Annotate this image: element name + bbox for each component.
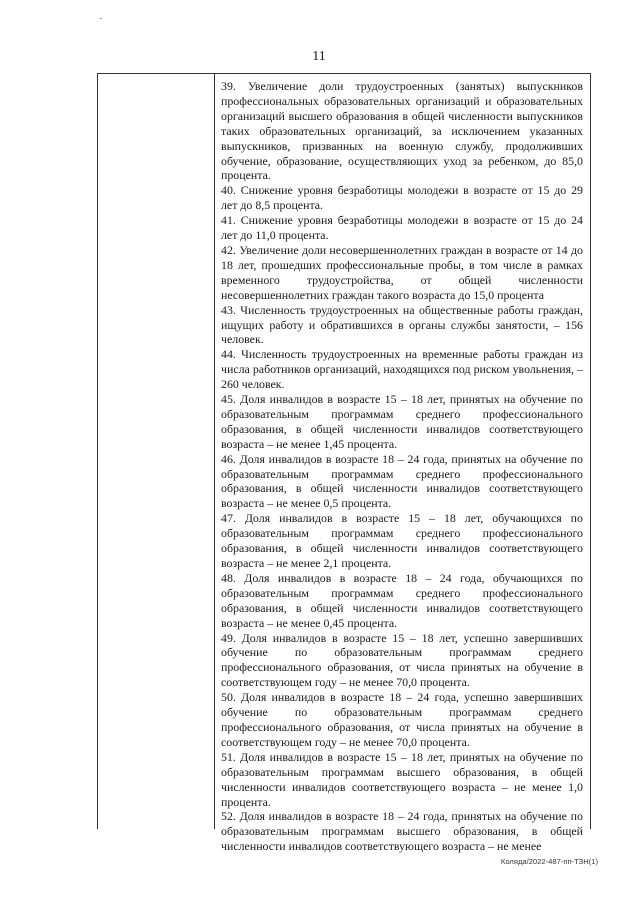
- list-item: 43. Численность трудоустроенных на общественные работы граждан, ищущих работу и обратившихся в органы службы занятости, – 156 человек.: [221, 302, 583, 347]
- table-right-column: [215, 74, 590, 854]
- page-number: 11: [312, 49, 326, 64]
- list-item: 47. Доля инвалидов в возрасте 15 – 18 лет, обучающихся по образовательным программам среднего профессионального образования, в общей численности инвалидов соответствующего возраста – не менее 2,1 процента.: [221, 511, 583, 570]
- list-item: 52. Доля инвалидов в возрасте 18 – 24 года, принятых на обучение по образовательным программам высшего образования, в общей численности инвалидов соответствующего возраста – не менее: [221, 809, 583, 854]
- list-item: 45. Доля инвалидов в возрасте 15 – 18 лет, принятых на обучение по образовательным программам среднего профессионального образования, в общей численности инвалидов соответствующего возраста – не менее 1,45 процента.: [221, 392, 583, 451]
- scan-mark: [100, 18, 102, 19]
- list-item: 44. Численность трудоустроенных на временные работы граждан из числа работников организаций, находящихся под риском увольнения, – 260 человек.: [221, 347, 583, 392]
- indicator-list: [215, 74, 590, 854]
- content-table: [97, 73, 591, 854]
- list-item: 46. Доля инвалидов в возрасте 18 – 24 года, принятых на обучение по образовательным программам среднего профессионального образования, в общей численности инвалидов соответствующего возраста – не менее 0,5 процента.: [221, 451, 583, 511]
- document-reference-code: Коляда/2022-487-пп-ТЗН(1): [500, 857, 598, 866]
- list-item: 39. Увеличение доли трудоустроенных (занятых) выпускников профессиональных образовательных организаций и образовательных организаций высшего образования в общей численности выпускников таких образовательных организаций, за исключением указанных выпускников, призванных на военную службу, продолживших обучение, образование, осуществляющих уход за ребенком, до 85,0 процента.: [221, 79, 583, 183]
- table-left-column: [98, 74, 215, 829]
- list-item: 41. Снижение уровня безработицы молодежи в возрасте от 15 до 24 лет до 11,0 процента.: [221, 213, 583, 243]
- list-item: 50. Доля инвалидов в возрасте 18 – 24 года, успешно завершивших обучение по образовательным программам среднего профессионального образования, от числа принятых на обучение в соответствующем году – не менее 70,0 процента.: [221, 690, 583, 749]
- list-item: 42. Увеличение доли несовершеннолетних граждан в возрасте от 14 до 18 лет, прошедших профессиональные пробы, в том числе в рамках временного трудоустройства, от общей численности несовершеннолетних граждан такого возраста до 15,0 процента: [221, 242, 583, 302]
- list-item: 48. Доля инвалидов в возрасте 18 – 24 года, обучающихся по образовательным программам среднего профессионального образования, в общей численности инвалидов соответствующего возраста – не менее 0,45 процента.: [221, 570, 583, 630]
- list-item: 40. Снижение уровня безработицы молодежи в возрасте от 15 до 29 лет до 8,5 процента.: [221, 183, 583, 213]
- list-item: 51. Доля инвалидов в возрасте 15 – 18 лет, принятых на обучение по образовательным программам высшего образования, в общей численности инвалидов соответствующего возраста – не менее 1,0 процента.: [221, 749, 583, 809]
- list-item: 49. Доля инвалидов в возрасте 15 – 18 лет, успешно завершивших обучение по образовательным программам среднего профессионального образования, от числа принятых на обучение в соответствующем году – не менее 70,0 процента.: [221, 630, 583, 690]
